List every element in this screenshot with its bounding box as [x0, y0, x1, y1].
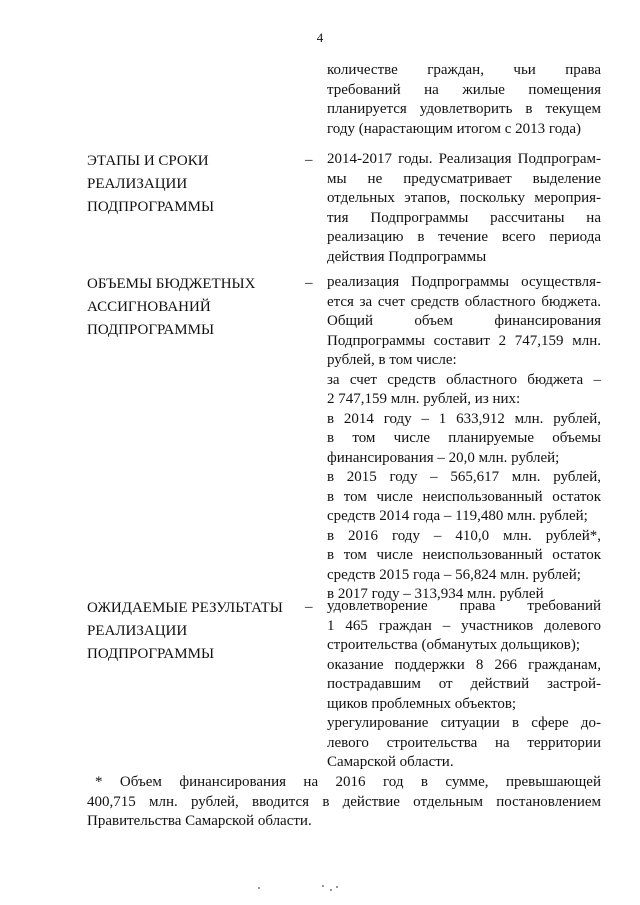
label-line: РЕАЛИЗАЦИИ: [87, 176, 188, 192]
text-line: реализация Подпрограммы осуществля-: [327, 274, 601, 290]
section-label: [87, 597, 307, 666]
scan-speck: [330, 889, 332, 891]
label-line: ОБЪЕМЫ БЮДЖЕТНЫХ: [87, 276, 256, 292]
text-line: в 2015 году – 565,617 млн. рублей,: [327, 469, 601, 485]
text-line: тия Подпрограммы рассчитаны на: [327, 209, 601, 226]
text-line: 2 747,159 млн. рублей, из них:: [327, 391, 521, 407]
section-label: [87, 150, 307, 219]
scan-speck: [258, 887, 260, 889]
section-content: [327, 150, 601, 267]
text-line: реализацию в течение всего периода: [327, 229, 601, 245]
section-dash: –: [305, 152, 313, 168]
text-line: строительства (обманутых дольщиков);: [327, 637, 581, 653]
text-line: в том числе неиспользованный остаток: [327, 547, 601, 563]
text-line: действия Подпрограммы: [327, 248, 487, 265]
text-line: требований на жилые помещения: [327, 81, 601, 98]
label-line: ОЖИДАЕМЫЕ РЕЗУЛЬТАТЫ: [87, 600, 283, 616]
text-line: пострадавшим от действий застрой-: [327, 676, 601, 692]
footnote-line: 400,715 млн. рублей, вводится в действие отдельным постановлением: [87, 793, 601, 810]
text-line: удовлетворение права требований: [327, 598, 601, 614]
continuation-text: [327, 61, 601, 139]
text-line: мы не предусматривает выделение: [327, 170, 601, 187]
footnote-line: Правительства Самарской области.: [87, 813, 312, 829]
text-line: левого строительства на территории: [327, 734, 601, 751]
text-line: ется за счет средств областного бюджета.: [327, 293, 601, 310]
label-line: ЭТАПЫ И СРОКИ: [87, 153, 209, 169]
section-content: [327, 597, 601, 773]
text-line: средств 2014 года – 119,480 млн. рублей;: [327, 508, 588, 524]
text-line: в 2017 году – 313,934 млн. рублей: [327, 586, 544, 602]
section-content: [327, 273, 601, 605]
text-line: в 2014 году – 1 633,912 млн. рублей,: [327, 410, 601, 427]
text-line: оказание поддержки 8 266 гражданам,: [327, 656, 601, 673]
text-line: в том числе неиспользованный остаток: [327, 488, 601, 505]
text-line: щиков проблемных объектов;: [327, 695, 517, 712]
section-dash: –: [305, 275, 313, 291]
text-line: финансирования – 20,0 млн. рублей;: [327, 449, 560, 466]
text-line: рублей, в том числе:: [327, 352, 457, 368]
footnote-line: * Объем финансирования на 2016 год в сумме, превышающей: [95, 774, 601, 790]
text-line: в 2016 году – 410,0 млн. рублей*,: [327, 527, 601, 544]
label-line: ПОДПРОГРАММЫ: [87, 646, 215, 662]
text-line: 1 465 граждан – участников долевого: [327, 617, 601, 634]
label-line: ПОДПРОГРАММЫ: [87, 199, 215, 215]
page-number: 4: [316, 30, 324, 45]
scan-speck: [322, 885, 324, 887]
label-line: АССИГНОВАНИЙ: [87, 299, 211, 315]
section-dash: –: [305, 599, 313, 615]
scan-speck: [336, 886, 338, 888]
label-line: РЕАЛИЗАЦИИ: [87, 623, 188, 639]
text-line: за счет средств областного бюджета –: [327, 371, 601, 388]
footnote: [87, 773, 601, 832]
text-line: количестве граждан, чьи права: [327, 62, 601, 78]
text-line: планируется удовлетворить в текущем: [327, 101, 601, 117]
text-line: Подпрограммы составит 2 747,159 млн.: [327, 332, 601, 349]
label-line: ПОДПРОГРАММЫ: [87, 322, 215, 338]
text-line: 2014-2017 годы. Реализация Подпрограм-: [327, 151, 601, 167]
text-line: в том числе планируемые объемы: [327, 430, 601, 446]
scan-specks: [240, 884, 400, 894]
text-line: Самарской области.: [327, 754, 454, 770]
text-line: средств 2015 года – 56,824 млн. рублей;: [327, 566, 581, 583]
section-label: [87, 273, 307, 342]
text-line: Общий объем финансирования: [327, 313, 601, 329]
text-line: урегулирование ситуации в сфере до-: [327, 715, 601, 731]
text-line: отдельных этапов, поскольку мероприя-: [327, 190, 601, 206]
text-line: году (нарастающим итогом с 2013 года): [327, 120, 582, 137]
